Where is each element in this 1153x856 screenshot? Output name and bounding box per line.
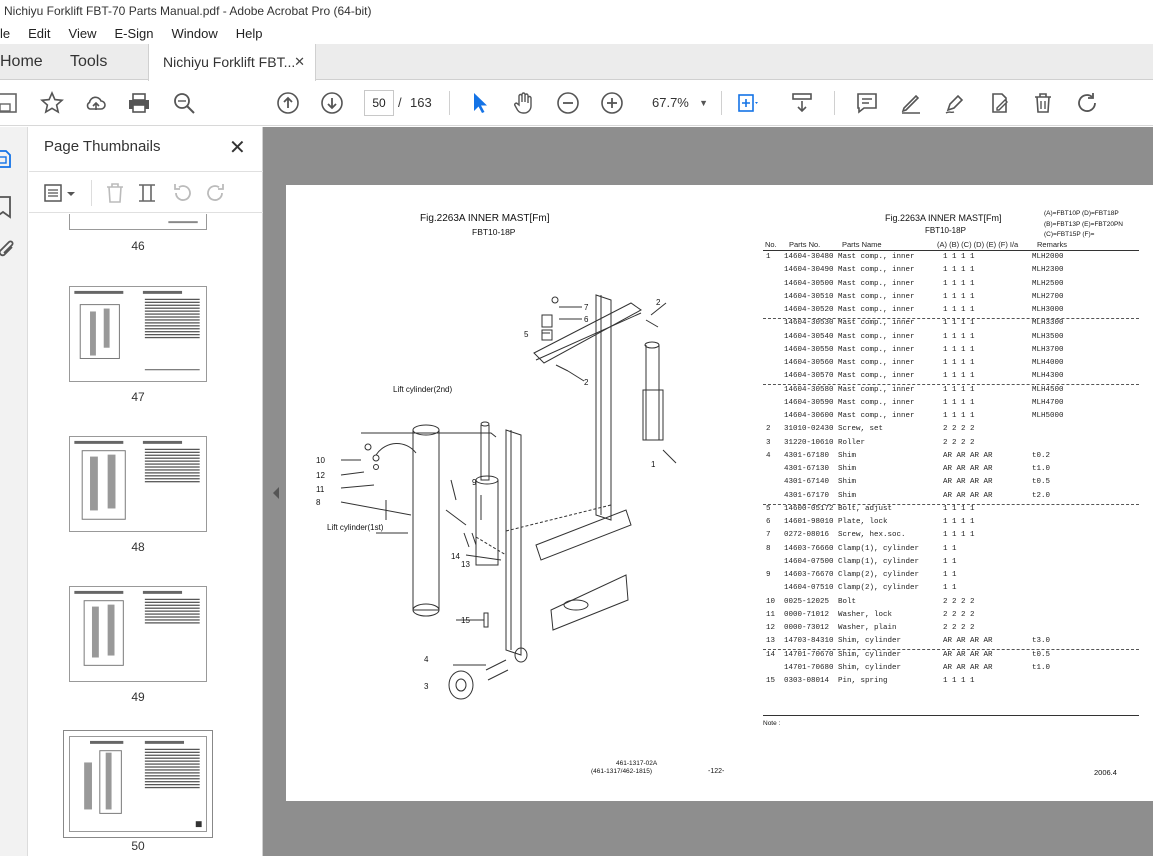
table-rule [763, 715, 1139, 716]
diagram-callout: 10 [316, 456, 325, 465]
row-part-number: 31220-10610 [784, 438, 834, 447]
table-row [761, 346, 1151, 359]
table-row [761, 598, 1151, 611]
row-part-name: Clamp(2), cylinder [838, 584, 920, 593]
row-remarks: MLH2500 [1032, 279, 1064, 288]
row-quantities: 2 2 2 2 [943, 624, 975, 632]
zoom-value: 67.7% [652, 95, 689, 110]
row-number: 8 [766, 544, 771, 553]
row-quantities: 1 1 1 1 [943, 345, 975, 354]
row-quantities: 1 1 [943, 557, 957, 566]
table-row [761, 545, 1151, 558]
row-quantities: 1 1 1 1 [943, 332, 975, 341]
row-part-number: 14601-98010 [784, 518, 834, 526]
row-part-name: Pin, spring [838, 677, 888, 685]
row-quantities: 2 2 2 2 [943, 597, 975, 606]
table-row [761, 399, 1151, 412]
row-quantities: 1 1 1 1 [943, 292, 975, 301]
row-part-number: 0303-08014 [784, 677, 830, 685]
search-icon[interactable] [172, 91, 196, 115]
footer-code-2: (461-1317/462-1815) [591, 768, 653, 775]
row-part-number: 14600-05172 [784, 504, 834, 513]
diagram-callout: 7 [584, 303, 589, 312]
diagram-callout: 15 [461, 616, 470, 625]
row-part-number: 14603-76660 [784, 544, 834, 553]
table-row [761, 465, 1151, 478]
table-row [761, 651, 1151, 664]
table-row [761, 478, 1151, 491]
row-part-name: Mast comp., inner [838, 266, 915, 275]
row-remarks: MLH2000 [1032, 253, 1064, 261]
footer-page-number: -122- [708, 768, 725, 775]
diagram-callout: 12 [316, 471, 325, 480]
row-part-name: Mast comp., inner [838, 372, 915, 381]
menu-esign[interactable]: E-Sign [114, 25, 154, 41]
table-row [761, 412, 1151, 425]
row-remarks: MLH3000 [1032, 306, 1064, 314]
row-part-name: Clamp(1), cylinder [838, 544, 920, 553]
header-parts-name: Parts Name [842, 240, 882, 249]
bookmark-star-icon[interactable] [40, 91, 64, 115]
row-number: 15 [766, 677, 776, 685]
thumbnail-page-46[interactable] [69, 214, 207, 230]
diagram-callout: 9 [472, 478, 477, 487]
row-quantities: 1 1 1 1 [943, 266, 975, 275]
row-number: 11 [766, 610, 776, 619]
page-layout-icon[interactable] [135, 181, 159, 205]
row-quantities: AR AR AR AR [943, 650, 993, 659]
table-row [761, 280, 1151, 293]
row-part-name: Shim [838, 491, 857, 500]
thumbnail-list [29, 214, 261, 856]
row-part-number: 4301-67180 [784, 451, 830, 460]
row-part-number: 14604-30550 [784, 345, 834, 354]
zoom-in-icon[interactable] [600, 91, 624, 115]
figure-subtitle-right: FBT10-18P [925, 226, 966, 235]
header-model-columns: (A) (B) (C) (D) (E) (F) I/a [937, 240, 1019, 249]
table-row [761, 611, 1151, 624]
row-part-name: Mast comp., inner [838, 345, 915, 354]
rotate-left-icon[interactable] [171, 181, 195, 205]
thumbnail-label: 47 [131, 390, 145, 404]
row-part-number: 14604-30570 [784, 372, 834, 381]
diagram-callout: 2 [584, 378, 589, 387]
table-row [761, 531, 1151, 544]
row-number: 9 [766, 571, 771, 579]
thumbnails-panel [29, 127, 263, 856]
row-part-name: Mast comp., inner [838, 332, 915, 341]
thumbnail-label: 50 [131, 839, 145, 853]
window-titlebar [0, 0, 1153, 22]
row-part-number: 14604-30480 [784, 253, 834, 261]
row-part-name: Shim [838, 478, 857, 487]
row-quantities: 1 1 1 1 [943, 372, 975, 381]
row-quantities: 1 1 1 1 [943, 412, 975, 420]
row-quantities: 1 1 1 1 [943, 279, 975, 288]
thumbnail-label: 49 [131, 690, 145, 704]
row-number: 5 [766, 504, 771, 513]
table-row [761, 571, 1151, 584]
row-remarks: t0.5 [1032, 650, 1051, 659]
delete-page-icon[interactable] [103, 181, 127, 205]
row-quantities: 2 2 2 2 [943, 425, 975, 434]
row-remarks: t3.0 [1032, 637, 1051, 646]
tab-document[interactable] [148, 44, 316, 81]
parts-table-header [761, 240, 1151, 253]
menu-help[interactable]: Help [235, 25, 263, 41]
row-remarks: t2.0 [1032, 491, 1051, 500]
row-remarks: MLH3700 [1032, 345, 1064, 354]
row-part-number: 14701-70680 [784, 663, 834, 672]
row-part-number: 14604-30490 [784, 266, 834, 275]
figure-subtitle-left: FBT10-18P [472, 227, 516, 237]
previous-page-icon[interactable] [276, 91, 300, 115]
thumbnail-options-icon[interactable] [43, 182, 79, 204]
menu-bar [0, 22, 1153, 44]
row-part-number: 31010-02430 [784, 425, 834, 434]
row-number: 2 [766, 425, 771, 434]
row-part-name: Mast comp., inner [838, 412, 915, 420]
row-part-name: Mast comp., inner [838, 279, 915, 288]
draw-icon[interactable] [943, 91, 967, 115]
row-remarks: MLH4500 [1032, 385, 1064, 394]
model-legend-3: (C)=FBT15P (F)= [1044, 231, 1095, 238]
table-row [761, 505, 1151, 518]
row-quantities: 1 1 1 1 [943, 504, 975, 513]
page-thumbnails-icon[interactable] [0, 147, 24, 171]
row-quantities: AR AR AR AR [943, 663, 993, 672]
menu-window[interactable]: Window [171, 25, 218, 41]
row-part-number: 14603-76670 [784, 571, 834, 579]
row-part-name: Washer, plain [838, 624, 897, 632]
toolbar-divider [834, 91, 835, 115]
table-row [761, 333, 1151, 346]
row-remarks: t1.0 [1032, 465, 1051, 473]
row-part-name: Shim [838, 451, 857, 460]
bookmark-icon[interactable] [0, 195, 24, 219]
row-part-number: 14703-84310 [784, 637, 834, 646]
row-quantities: 1 1 1 1 [943, 385, 975, 394]
row-part-name: Bolt, adjust [838, 504, 893, 513]
row-part-name: Roller [838, 438, 866, 447]
row-quantities: AR AR AR AR [943, 491, 993, 500]
rotate-icon[interactable] [1075, 91, 1099, 115]
row-number: 7 [766, 531, 771, 540]
attachment-icon[interactable] [0, 239, 24, 263]
thumbnail-toolbar [29, 171, 263, 213]
row-quantities: 1 1 1 1 [943, 306, 975, 314]
footer-date: 2006.4 [1094, 768, 1117, 777]
row-number: 14 [766, 650, 776, 659]
row-remarks: MLH2300 [1032, 266, 1064, 275]
tab-bar [0, 44, 1153, 80]
select-cursor-icon[interactable] [468, 91, 492, 115]
row-part-number: 14604-30590 [784, 398, 834, 407]
table-row [761, 584, 1151, 597]
thumbnail-page-47[interactable] [69, 286, 207, 382]
zoom-select[interactable] [646, 90, 714, 116]
table-row [761, 253, 1151, 266]
row-quantities: AR AR AR AR [943, 451, 993, 460]
row-part-name: Clamp(2), cylinder [838, 571, 920, 579]
row-part-number: 14604-30540 [784, 332, 834, 341]
row-part-name: Mast comp., inner [838, 306, 915, 314]
row-number: 4 [766, 451, 771, 460]
table-row [761, 266, 1151, 279]
row-number: 6 [766, 518, 771, 526]
row-remarks: MLH4000 [1032, 359, 1064, 367]
row-part-name: Mast comp., inner [838, 359, 915, 367]
row-part-name: Mast comp., inner [838, 398, 915, 407]
table-rule [763, 250, 1139, 251]
row-part-name: Shim, cylinder [838, 650, 902, 659]
zoom-out-icon[interactable] [556, 91, 580, 115]
header-remarks: Remarks [1037, 240, 1068, 249]
diagram-callout: 11 [316, 485, 325, 494]
page-number-input[interactable]: 50 [364, 90, 394, 116]
model-legend-1: (A)=FBT10P (D)=FBT18P [1044, 210, 1119, 217]
table-row [761, 452, 1151, 465]
row-number: 3 [766, 438, 771, 447]
diagram-callout: 8 [316, 498, 321, 507]
footer-code-1: 461-1317-02A [616, 760, 658, 767]
window-title: Nichiyu Forklift FBT-70 Parts Manual.pdf - Adobe Acrobat Pro (64-bit) [4, 4, 372, 18]
thumbnail-page-48[interactable] [69, 436, 207, 532]
panel-title: Page Thumbnails [44, 138, 161, 155]
row-part-number: 4301-67140 [784, 478, 830, 487]
row-number: 1 [766, 253, 771, 261]
row-remarks: MLH4300 [1032, 372, 1064, 381]
row-quantities: AR AR AR AR [943, 637, 993, 646]
table-row [761, 624, 1151, 637]
row-quantities: 1 1 1 1 [943, 518, 975, 526]
pdf-page [286, 185, 1153, 801]
save-icon[interactable] [0, 91, 24, 115]
fit-page-icon[interactable] [736, 91, 760, 115]
row-part-number: 14604-30500 [784, 279, 834, 288]
row-quantities: 1 1 1 1 [943, 319, 975, 328]
diagram-callout: 3 [424, 682, 429, 691]
exploded-parts-diagram [306, 275, 696, 715]
row-part-number: 14604-30530 [784, 319, 834, 328]
row-remarks: t0.5 [1032, 478, 1051, 487]
header-parts-no: Parts No. [789, 240, 821, 249]
edit-text-icon[interactable] [987, 91, 1011, 115]
menu-file[interactable]: le [0, 25, 11, 41]
thumbnail-label: 48 [131, 540, 145, 554]
main-toolbar [0, 81, 1153, 126]
row-quantities: 1 1 1 1 [943, 531, 975, 540]
row-remarks: t1.0 [1032, 663, 1051, 672]
table-row [761, 558, 1151, 571]
menu-edit[interactable]: Edit [28, 25, 51, 41]
highlight-pen-icon[interactable] [899, 91, 923, 115]
row-part-number: 14604-30600 [784, 412, 834, 420]
collapse-panel-icon[interactable] [271, 486, 281, 500]
row-remarks: MLH5000 [1032, 412, 1064, 420]
diagram-callout: 4 [424, 655, 429, 664]
row-remarks: MLH4700 [1032, 398, 1064, 407]
row-part-number: 14701-70670 [784, 650, 834, 659]
tab-document-label: Nichiyu Forklift FBT... [163, 54, 296, 70]
left-nav-strip [0, 127, 28, 856]
row-part-name: Mast comp., inner [838, 385, 915, 394]
row-quantities: AR AR AR AR [943, 465, 993, 473]
menu-view[interactable]: View [68, 25, 97, 41]
row-remarks: MLH3500 [1032, 332, 1064, 341]
hand-tool-icon[interactable] [512, 91, 536, 115]
row-quantities: 1 1 1 1 [943, 253, 975, 261]
diagram-callout: 6 [584, 315, 589, 324]
tab-close-icon[interactable]: ✕ [294, 54, 305, 69]
scroll-mode-icon[interactable] [790, 91, 814, 115]
row-part-name: Shim, cylinder [838, 663, 902, 672]
row-part-number: 4301-67170 [784, 491, 830, 500]
toolbar-divider [721, 91, 722, 115]
row-quantities: 1 1 1 1 [943, 398, 975, 407]
note-label: Note : [763, 720, 781, 727]
table-row [761, 293, 1151, 306]
row-part-number: 0272-08016 [784, 531, 830, 540]
next-page-icon[interactable] [320, 91, 344, 115]
row-number: 12 [766, 624, 776, 632]
row-quantities: 1 1 1 1 [943, 359, 975, 367]
row-part-name: Screw, set [838, 425, 884, 434]
row-quantities: AR AR AR AR [943, 478, 993, 487]
thumbnail-page-50[interactable] [69, 736, 207, 832]
row-part-number: 14604-30560 [784, 359, 834, 367]
diagram-callout: 5 [524, 330, 529, 339]
thumbnail-label: 46 [131, 239, 145, 253]
row-part-name: Bolt [838, 597, 857, 606]
figure-title-right: Fig.2263A INNER MAST[Fm] [885, 213, 1002, 223]
label-lift-cylinder-2nd: Lift cylinder(2nd) [393, 385, 453, 394]
diagram-callout: 14 [451, 552, 460, 561]
row-part-name: Washer, lock [838, 610, 893, 619]
row-part-name: Shim, cylinder [838, 637, 902, 646]
diagram-callout: 13 [461, 560, 470, 569]
row-quantities: 1 1 [943, 584, 957, 593]
diagram-callout: 2 [656, 298, 661, 307]
cloud-upload-icon[interactable] [84, 91, 108, 115]
page-separator: / [398, 95, 402, 110]
row-remarks: t0.2 [1032, 451, 1051, 460]
toolbar-divider [449, 91, 450, 115]
diagram-callout: 1 [651, 460, 656, 469]
row-quantities: 1 1 1 1 [943, 677, 975, 685]
row-remarks: MLH3300 [1032, 319, 1064, 328]
row-remarks: MLH2700 [1032, 292, 1064, 301]
row-part-number: 14604-30580 [784, 385, 834, 394]
row-part-number: 0000-73012 [784, 624, 830, 632]
tab-tools[interactable]: Tools [70, 53, 108, 70]
chevron-down-icon: ▼ [699, 98, 708, 108]
row-number: 10 [766, 597, 776, 606]
close-icon[interactable]: ✕ [229, 137, 246, 159]
thumbnail-page-49[interactable] [69, 586, 207, 682]
row-quantities: 1 1 [943, 544, 957, 553]
row-part-number: 0025-12025 [784, 597, 830, 606]
row-part-number: 0000-71012 [784, 610, 830, 619]
figure-title-left: Fig.2263A INNER MAST[Fm] [420, 213, 550, 224]
rotate-right-icon[interactable] [203, 181, 227, 205]
label-lift-cylinder-1st: Lift cylinder(1st) [327, 523, 384, 532]
toolbar-divider [91, 180, 92, 206]
row-part-name: Clamp(1), cylinder [838, 557, 920, 566]
table-row [761, 359, 1151, 372]
row-part-name: Screw, hex.soc. [838, 531, 906, 540]
row-part-number: 14604-30520 [784, 306, 834, 314]
print-icon[interactable] [127, 91, 151, 115]
row-part-name: Mast comp., inner [838, 319, 915, 328]
comment-icon[interactable] [855, 91, 879, 115]
row-part-name: Mast comp., inner [838, 292, 915, 301]
table-row [761, 677, 1151, 690]
row-part-number: 4301-67130 [784, 465, 830, 473]
delete-icon[interactable] [1031, 91, 1055, 115]
row-part-name: Mast comp., inner [838, 253, 915, 261]
table-row [761, 518, 1151, 531]
table-row [761, 425, 1151, 438]
table-row [761, 386, 1151, 399]
table-row [761, 439, 1151, 452]
row-part-number: 14604-07510 [784, 584, 834, 593]
row-part-number: 14604-30510 [784, 292, 834, 301]
model-legend-2: (B)=FBT13P (E)=FBT20PN [1044, 221, 1123, 228]
tab-home[interactable]: Home [0, 53, 43, 70]
row-part-name: Shim [838, 465, 857, 473]
page-total: 163 [410, 95, 432, 110]
row-quantities: 1 1 [943, 571, 957, 579]
row-part-name: Plate, lock [838, 518, 888, 526]
row-part-number: 14604-07500 [784, 557, 834, 566]
header-no: No. [765, 240, 777, 249]
row-quantities: 2 2 2 2 [943, 438, 975, 447]
table-row [761, 664, 1151, 677]
table-row [761, 319, 1151, 332]
row-quantities: 2 2 2 2 [943, 610, 975, 619]
row-number: 13 [766, 637, 776, 646]
